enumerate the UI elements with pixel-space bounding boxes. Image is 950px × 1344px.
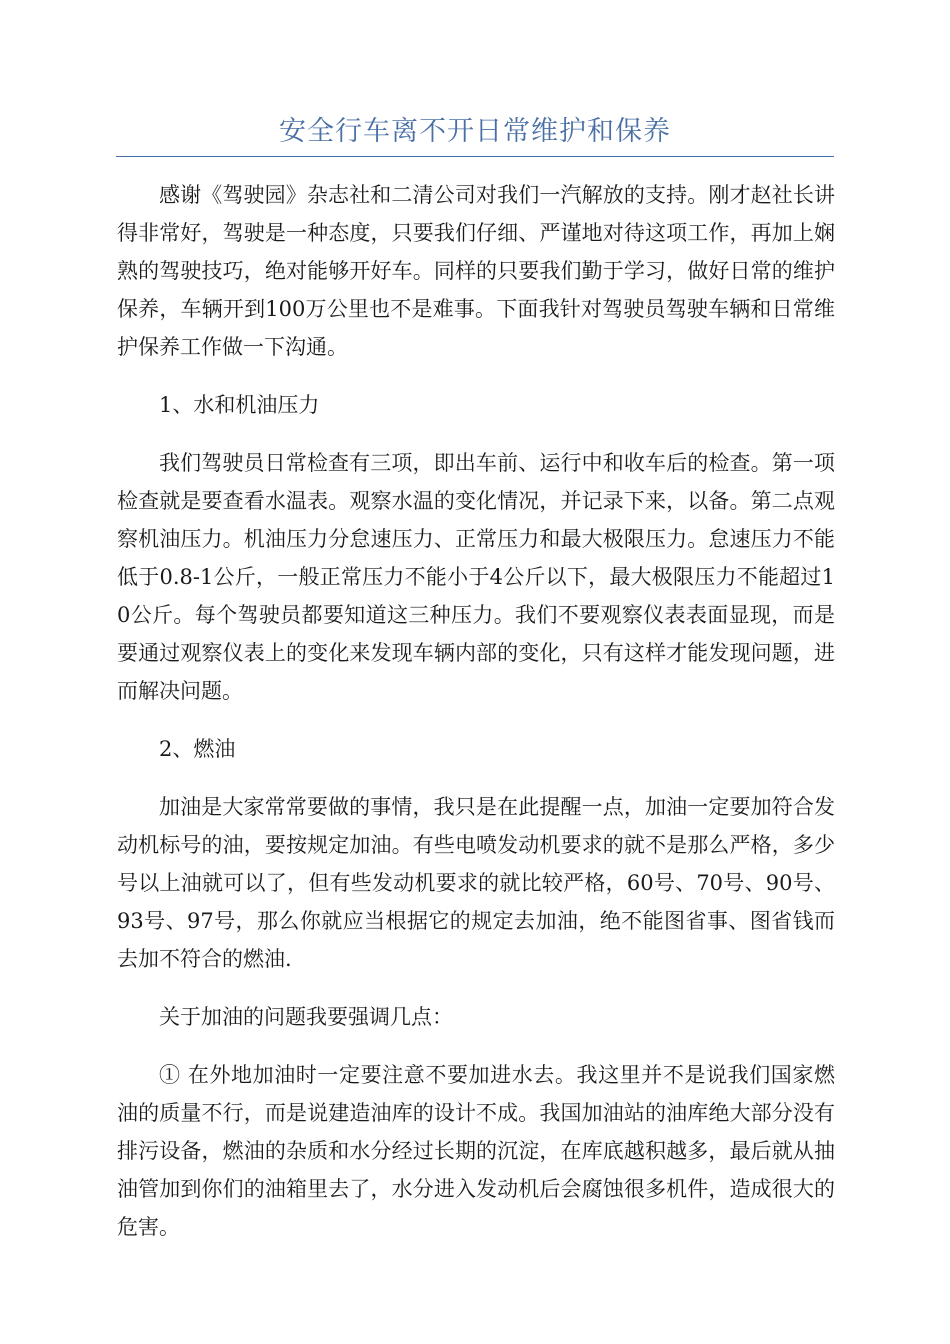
title-block — [116, 112, 834, 157]
paragraph-water-oil-pressure: 我们驾驶员日常检查有三项，即出车前、运行中和收车后的检查。第一项检查就是要查看水温表。观察水温的变化情况，并记录下来，以备。第二点观察机油压力。机油压力分怠速压力、正常压力和最大极限压力。怠速压力不能低于0.8-1公斤，一般正常压力不能小于4公斤以下，最大极限压力不能超过10公斤。每个驾驶员都要知道这三种压力。我们不要观察仪表表面显现，而是要通过观察仪表上的变化来发现车辆内部的变化，只有这样才能发现问题，进而解决问题。 — [117, 451, 835, 703]
paragraph-fuel-point-1: ① 在外地加油时一定要注意不要加进水去。我这里并不是说我们国家燃油的质量不行，而是说建造油库的设计不成。我国加油站的油库绝大部分没有排污设备，燃油的杂质和水分经过长期的沉淀，在库底越积越多，最后就从抽油管加到你们的油箱里去了，水分进入发动机后会腐蚀很多机件，造成很大的危害。 — [117, 1063, 835, 1239]
document-title: 安全行车离不开日常维护和保养 — [279, 116, 671, 147]
paragraph-fuel-points-intro: 关于加油的问题我要强调几点： — [159, 1005, 453, 1029]
section-heading-fuel: 2、燃油 — [159, 737, 236, 761]
paragraph-fuel: 加油是大家常常要做的事情，我只是在此提醒一点，加油一定要加符合发动机标号的油，要按规定加油。有些电喷发动机要求的就不是那么严格，多少号以上油就可以了，但有些发动机要求的就比较严格，60号、70号、90号、93号、97号，那么你就应当根据它的规定去加油，绝不能图省事、图省钱而去加不符合的燃油. — [117, 795, 835, 971]
paragraph-intro: 感谢《驾驶园》杂志社和二清公司对我们一汽解放的支持。刚才赵社长讲得非常好，驾驶是一种态度，只要我们仔细、严谨地对待这项工作，再加上娴熟的驾驶技巧，绝对能够开好车。同样的只要我们勤于学习，做好日常的维护保养，车辆开到100万公里也不是难事。下面我针对驾驶员驾驶车辆和日常维护保养工作做一下沟通。 — [117, 183, 835, 359]
document-body — [117, 176, 835, 1266]
section-heading-water-oil-pressure: 1、水和机油压力 — [159, 393, 320, 417]
